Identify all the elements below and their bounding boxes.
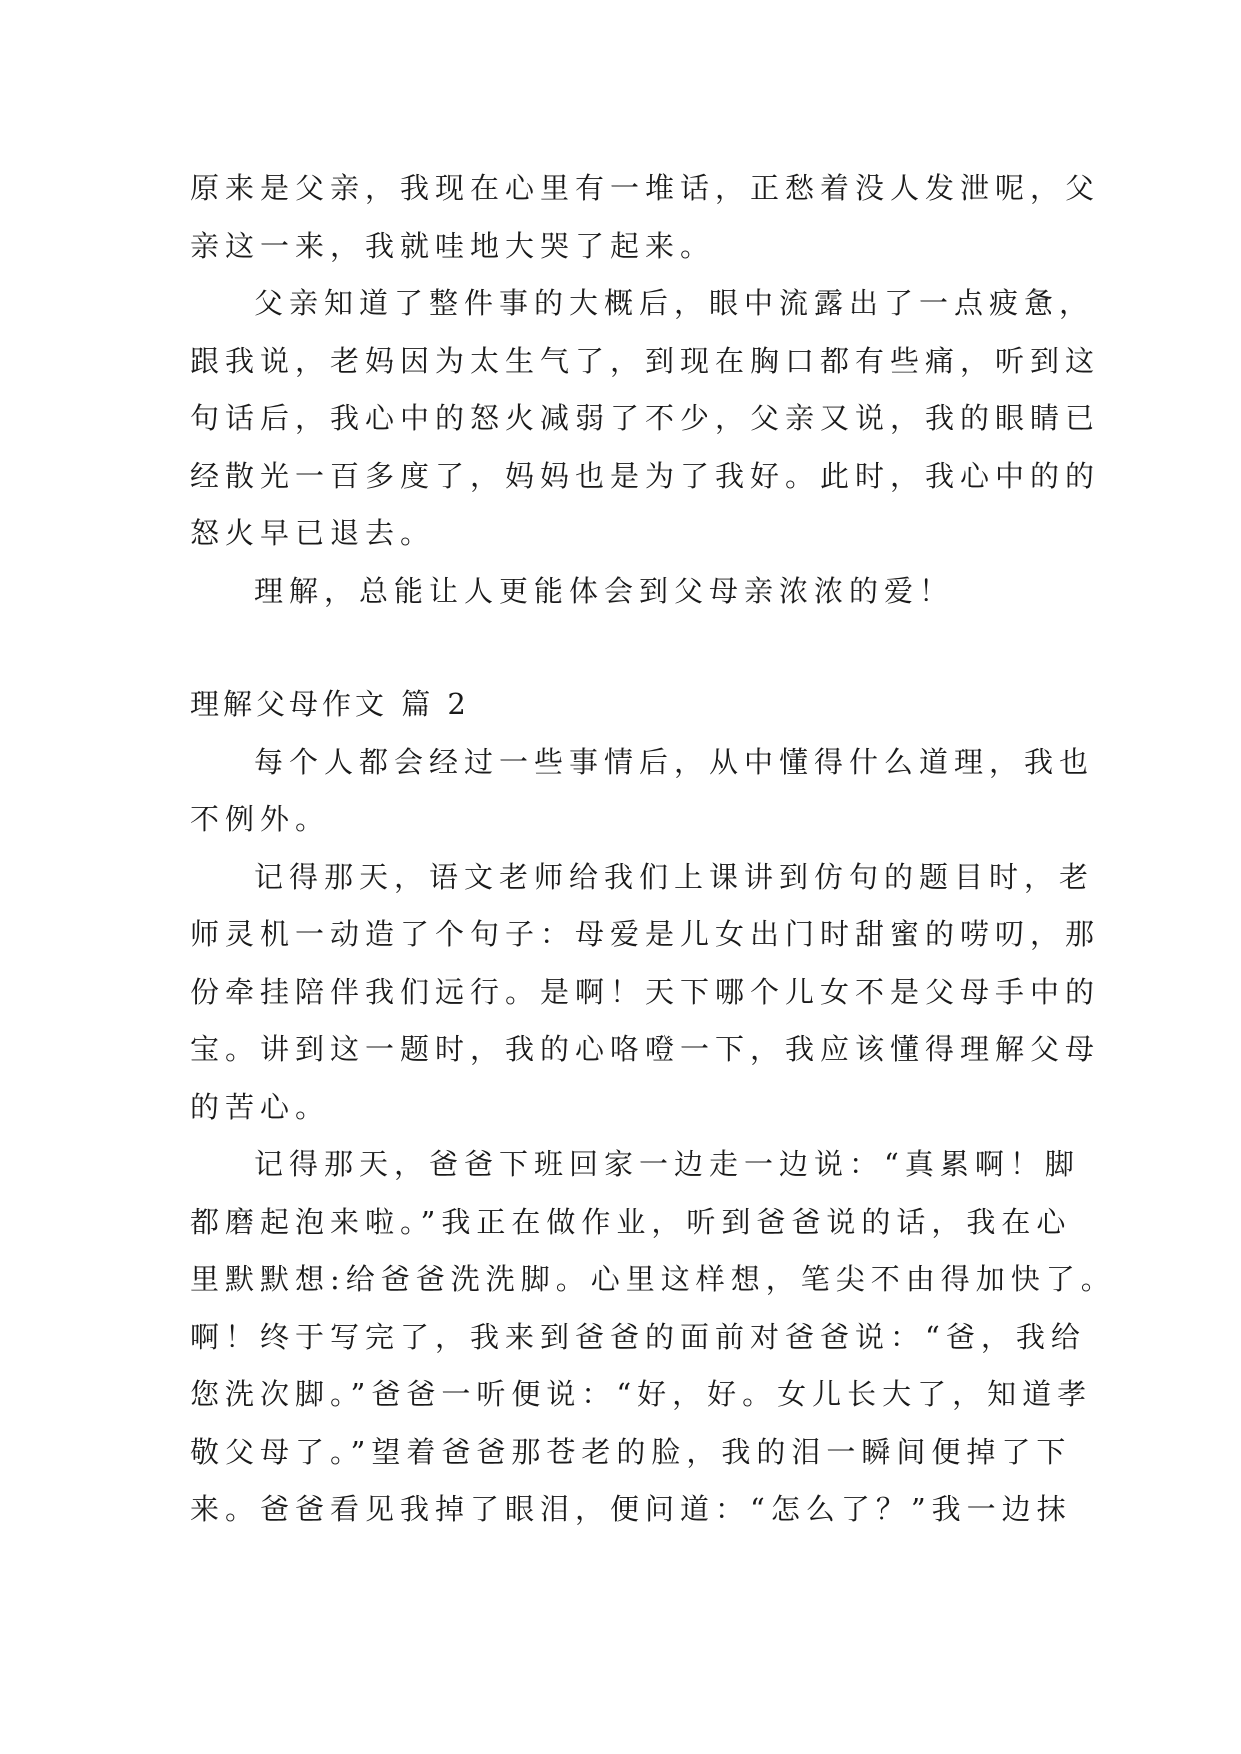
paragraph-line: 每个人都会经过一些事情后，从中懂得什么道理，我也: [254, 744, 1095, 779]
paragraph-line: 里默默想:给爸爸洗洗脚。心里这样想，笔尖不由得加快了。: [190, 1262, 1116, 1296]
paragraph-line: 师灵机一动造了个句子：母爱是儿女出门时甜蜜的唠叨，那: [190, 917, 1101, 951]
paragraph-line: 跟我说，老妈因为太生气了，到现在胸口都有些痛，听到这: [190, 343, 1101, 378]
paragraph-line: 啊！终于写完了，我来到爸爸的面前对爸爸说：“爸，我给: [190, 1319, 1086, 1354]
paragraph-line: 句话后，我心中的怒火减弱了不少，父亲又说，我的眼睛已: [190, 401, 1101, 435]
paragraph-line: 都磨起泡来啦。”我正在做作业，听到爸爸说的话，我在心: [190, 1204, 1072, 1239]
document-body: [190, 160, 1116, 1539]
paragraph-line: 记得那天，语文老师给我们上课讲到仿句的题目时，老: [254, 859, 1095, 894]
paragraph-line: 宝。讲到这一题时，我的心咯噔一下，我应该懂得理解父母: [190, 1032, 1101, 1066]
paragraph-line: 不例外。: [190, 802, 331, 836]
paragraph-line: 父亲知道了整件事的大概后，眼中流露出了一点疲惫，: [254, 286, 1095, 320]
paragraph-line: 的苦心。: [190, 1089, 331, 1124]
paragraph-line: 原来是父亲，我现在心里有一堆话，正愁着没人发泄呢，父: [190, 171, 1101, 205]
paragraph-line: 记得那天，爸爸下班回家一边走一边说：“真累啊！脚: [254, 1147, 1080, 1181]
section-heading: 理解父母作文 篇 2: [190, 687, 470, 721]
paragraph-line: 经散光一百多度了，妈妈也是为了我好。此时，我心中的的: [190, 458, 1101, 493]
paragraph-line: 敬父母了。”望着爸爸那苍老的脸，我的泪一瞬间便掉了下: [190, 1434, 1072, 1469]
paragraph-line: 怒火早已退去。: [190, 516, 436, 550]
paragraph-line: 份牵挂陪伴我们远行。是啊！天下哪个儿女不是父母手中的: [190, 974, 1101, 1009]
section-gap: [190, 620, 1060, 676]
paragraph-line: 您洗次脚。”爸爸一听便说：“好，好。女儿长大了，知道孝: [190, 1377, 1093, 1411]
paragraph-line: 来。爸爸看见我掉了眼泪，便问道：“怎么了？”我一边抹: [190, 1492, 1072, 1526]
paragraph-line: 亲这一来，我就哇地大哭了起来。: [190, 228, 716, 263]
paragraph-line: 理解，总能让人更能体会到父母亲浓浓的爱！: [254, 573, 955, 608]
